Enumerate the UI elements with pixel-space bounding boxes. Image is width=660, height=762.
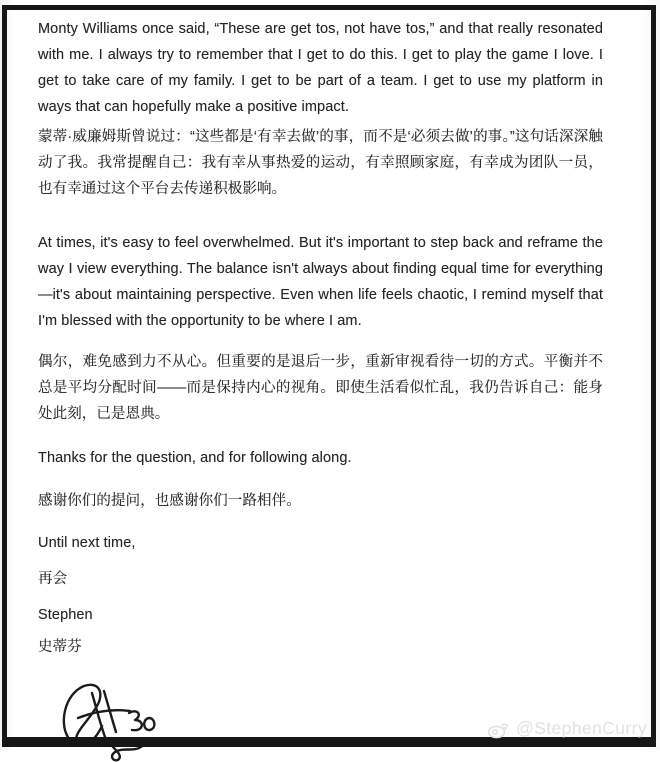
- weibo-logo-icon: [487, 719, 511, 739]
- paragraph-en-thanks: Thanks for the question, and for following along.: [38, 450, 352, 466]
- weibo-watermark: [487, 718, 647, 739]
- weibo-watermark-text: @StephenCurry: [516, 718, 647, 738]
- paragraph-zh-quote: 蒙蒂·威廉姆斯曾说过：“这些都是‘有幸去做’的事，而不是‘必须去做’的事。”这句话深深触动了我。我常提醒自己：我有幸从事热爱的运动，有幸照顾家庭，有幸成为团队一员，也有幸通过这个平台去传递积极影响。: [38, 129, 603, 197]
- sender-name-zh: 史蒂芬: [38, 639, 82, 655]
- paragraph-zh-perspective: 偶尔，难免感到力不从心。但重要的是退后一步，重新审视看待一切的方式。平衡并不总是平均分配时间——而是保持内心的视角。即使生活看似忙乱，我仍告诉自己：能身处此刻，已是恩典。: [38, 354, 603, 422]
- paragraph-en-quote: Monty Williams once said, “These are get tos, not have tos,” and that really resonated with me. I always try to remember that I get to do this. I get to play the game I love. I get to take care of my family. I get to be part of a team. I get to use my platform in ways that can hopefully make a positive impact.: [38, 21, 603, 115]
- sender-name-en: Stephen: [38, 607, 93, 623]
- closing-zaihui: 再会: [38, 571, 68, 587]
- closing-until-next-time: Until next time,: [38, 535, 136, 551]
- paragraph-zh-thanks: 感谢你们的提问，也感谢你们一路相伴。: [38, 493, 301, 509]
- paragraph-en-perspective: At times, it's easy to feel overwhelmed. But it's important to step back and reframe the way I view everything. The balance isn't always about finding equal time for everything—it's about maintaining perspective. Even when life feels chaotic, I remind myself that I'm blessed with the opportunity to be where I am.: [38, 235, 603, 329]
